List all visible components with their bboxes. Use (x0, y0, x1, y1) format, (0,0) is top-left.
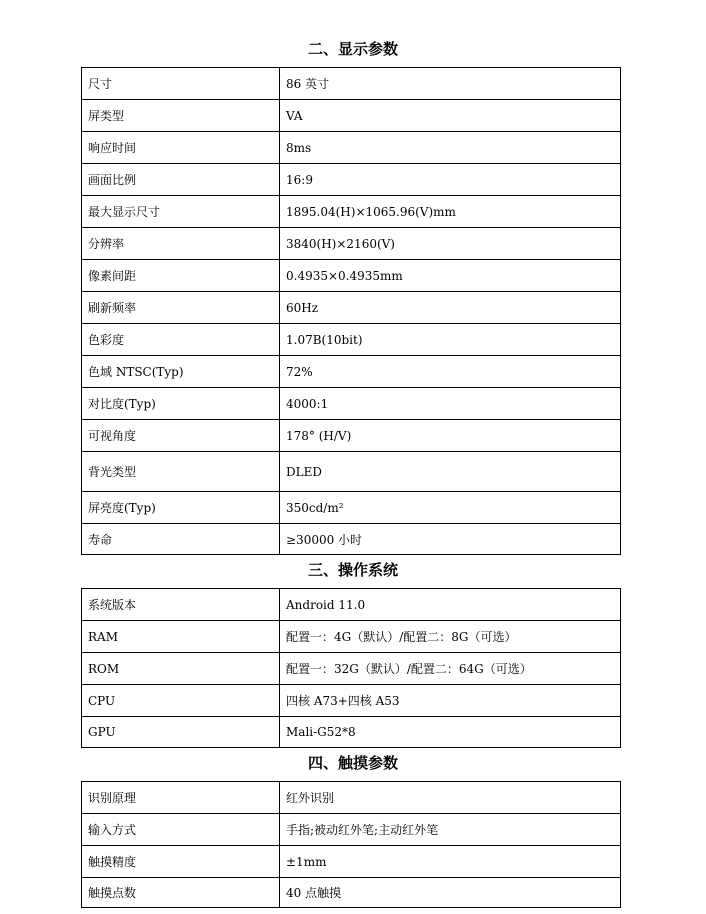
param-value: 1895.04(H)×1065.96(V)mm (280, 196, 621, 228)
param-value: 手指;被动红外笔;主动红外笔 (280, 814, 621, 846)
param-value: 72% (280, 356, 621, 388)
param-value: VA (280, 100, 621, 132)
os-params-table (81, 588, 621, 748)
param-label: CPU (82, 685, 280, 717)
param-value: 配置一：4G（默认）/配置二：8G（可选） (280, 621, 621, 653)
table-row (82, 132, 621, 164)
table-row (82, 420, 621, 452)
table-row (82, 260, 621, 292)
table-row (82, 717, 621, 748)
table-row (82, 228, 621, 260)
table-row (82, 452, 621, 492)
table-row (82, 524, 621, 555)
table-row (82, 492, 621, 524)
param-label: 背光类型 (82, 452, 280, 492)
param-value: 3840(H)×2160(V) (280, 228, 621, 260)
table-row (82, 814, 621, 846)
param-label: GPU (82, 717, 280, 748)
param-label: 系统版本 (82, 589, 280, 621)
param-value: 86 英寸 (280, 68, 621, 100)
table-row (82, 196, 621, 228)
param-label: 识别原理 (82, 782, 280, 814)
table-row (82, 878, 621, 908)
param-value: 配置一：32G（默认）/配置二：64G（可选） (280, 653, 621, 685)
param-label: 色域 NTSC(Typ) (82, 356, 280, 388)
param-value: Mali-G52*8 (280, 717, 621, 748)
param-value: 178° (H/V) (280, 420, 621, 452)
param-label: 触摸精度 (82, 846, 280, 878)
param-value: 40 点触摸 (280, 878, 621, 908)
table-row (82, 621, 621, 653)
table-row (82, 356, 621, 388)
param-value: 红外识别 (280, 782, 621, 814)
table-row (82, 782, 621, 814)
table-row (82, 589, 621, 621)
param-label: 响应时间 (82, 132, 280, 164)
param-label: 尺寸 (82, 68, 280, 100)
table-row (82, 292, 621, 324)
section-title-touch: 四、触摸参数 (307, 754, 398, 772)
param-value: DLED (280, 452, 621, 492)
param-label: 对比度(Typ) (82, 388, 280, 420)
param-value: 1.07B(10bit) (280, 324, 621, 356)
touch-params-table (81, 781, 621, 908)
param-label: 刷新频率 (82, 292, 280, 324)
param-label: 寿命 (82, 524, 280, 555)
param-label: 屏亮度(Typ) (82, 492, 280, 524)
param-value: 四核 A73+四核 A53 (280, 685, 621, 717)
table-row (82, 388, 621, 420)
table-row (82, 685, 621, 717)
table-row (82, 653, 621, 685)
param-label: 色彩度 (82, 324, 280, 356)
param-label: 像素间距 (82, 260, 280, 292)
display-params-table (81, 67, 621, 555)
table-row (82, 100, 621, 132)
section-title-os: 三、操作系统 (307, 561, 398, 579)
param-label: ROM (82, 653, 280, 685)
table-row (82, 164, 621, 196)
table-row (82, 324, 621, 356)
param-value: Android 11.0 (280, 589, 621, 621)
param-label: 屏类型 (82, 100, 280, 132)
param-value: 350cd/m² (280, 492, 621, 524)
param-label: 最大显示尺寸 (82, 196, 280, 228)
section-title-display: 二、显示参数 (307, 40, 398, 58)
param-value: 0.4935×0.4935mm (280, 260, 621, 292)
param-label: 画面比例 (82, 164, 280, 196)
param-value: ≥30000 小时 (280, 524, 621, 555)
param-value: 60Hz (280, 292, 621, 324)
param-label: RAM (82, 621, 280, 653)
param-value: 4000:1 (280, 388, 621, 420)
param-label: 触摸点数 (82, 878, 280, 908)
table-row (82, 846, 621, 878)
param-value: 16:9 (280, 164, 621, 196)
param-label: 可视角度 (82, 420, 280, 452)
param-value: ±1mm (280, 846, 621, 878)
param-value: 8ms (280, 132, 621, 164)
table-row (82, 68, 621, 100)
param-label: 分辨率 (82, 228, 280, 260)
param-label: 输入方式 (82, 814, 280, 846)
